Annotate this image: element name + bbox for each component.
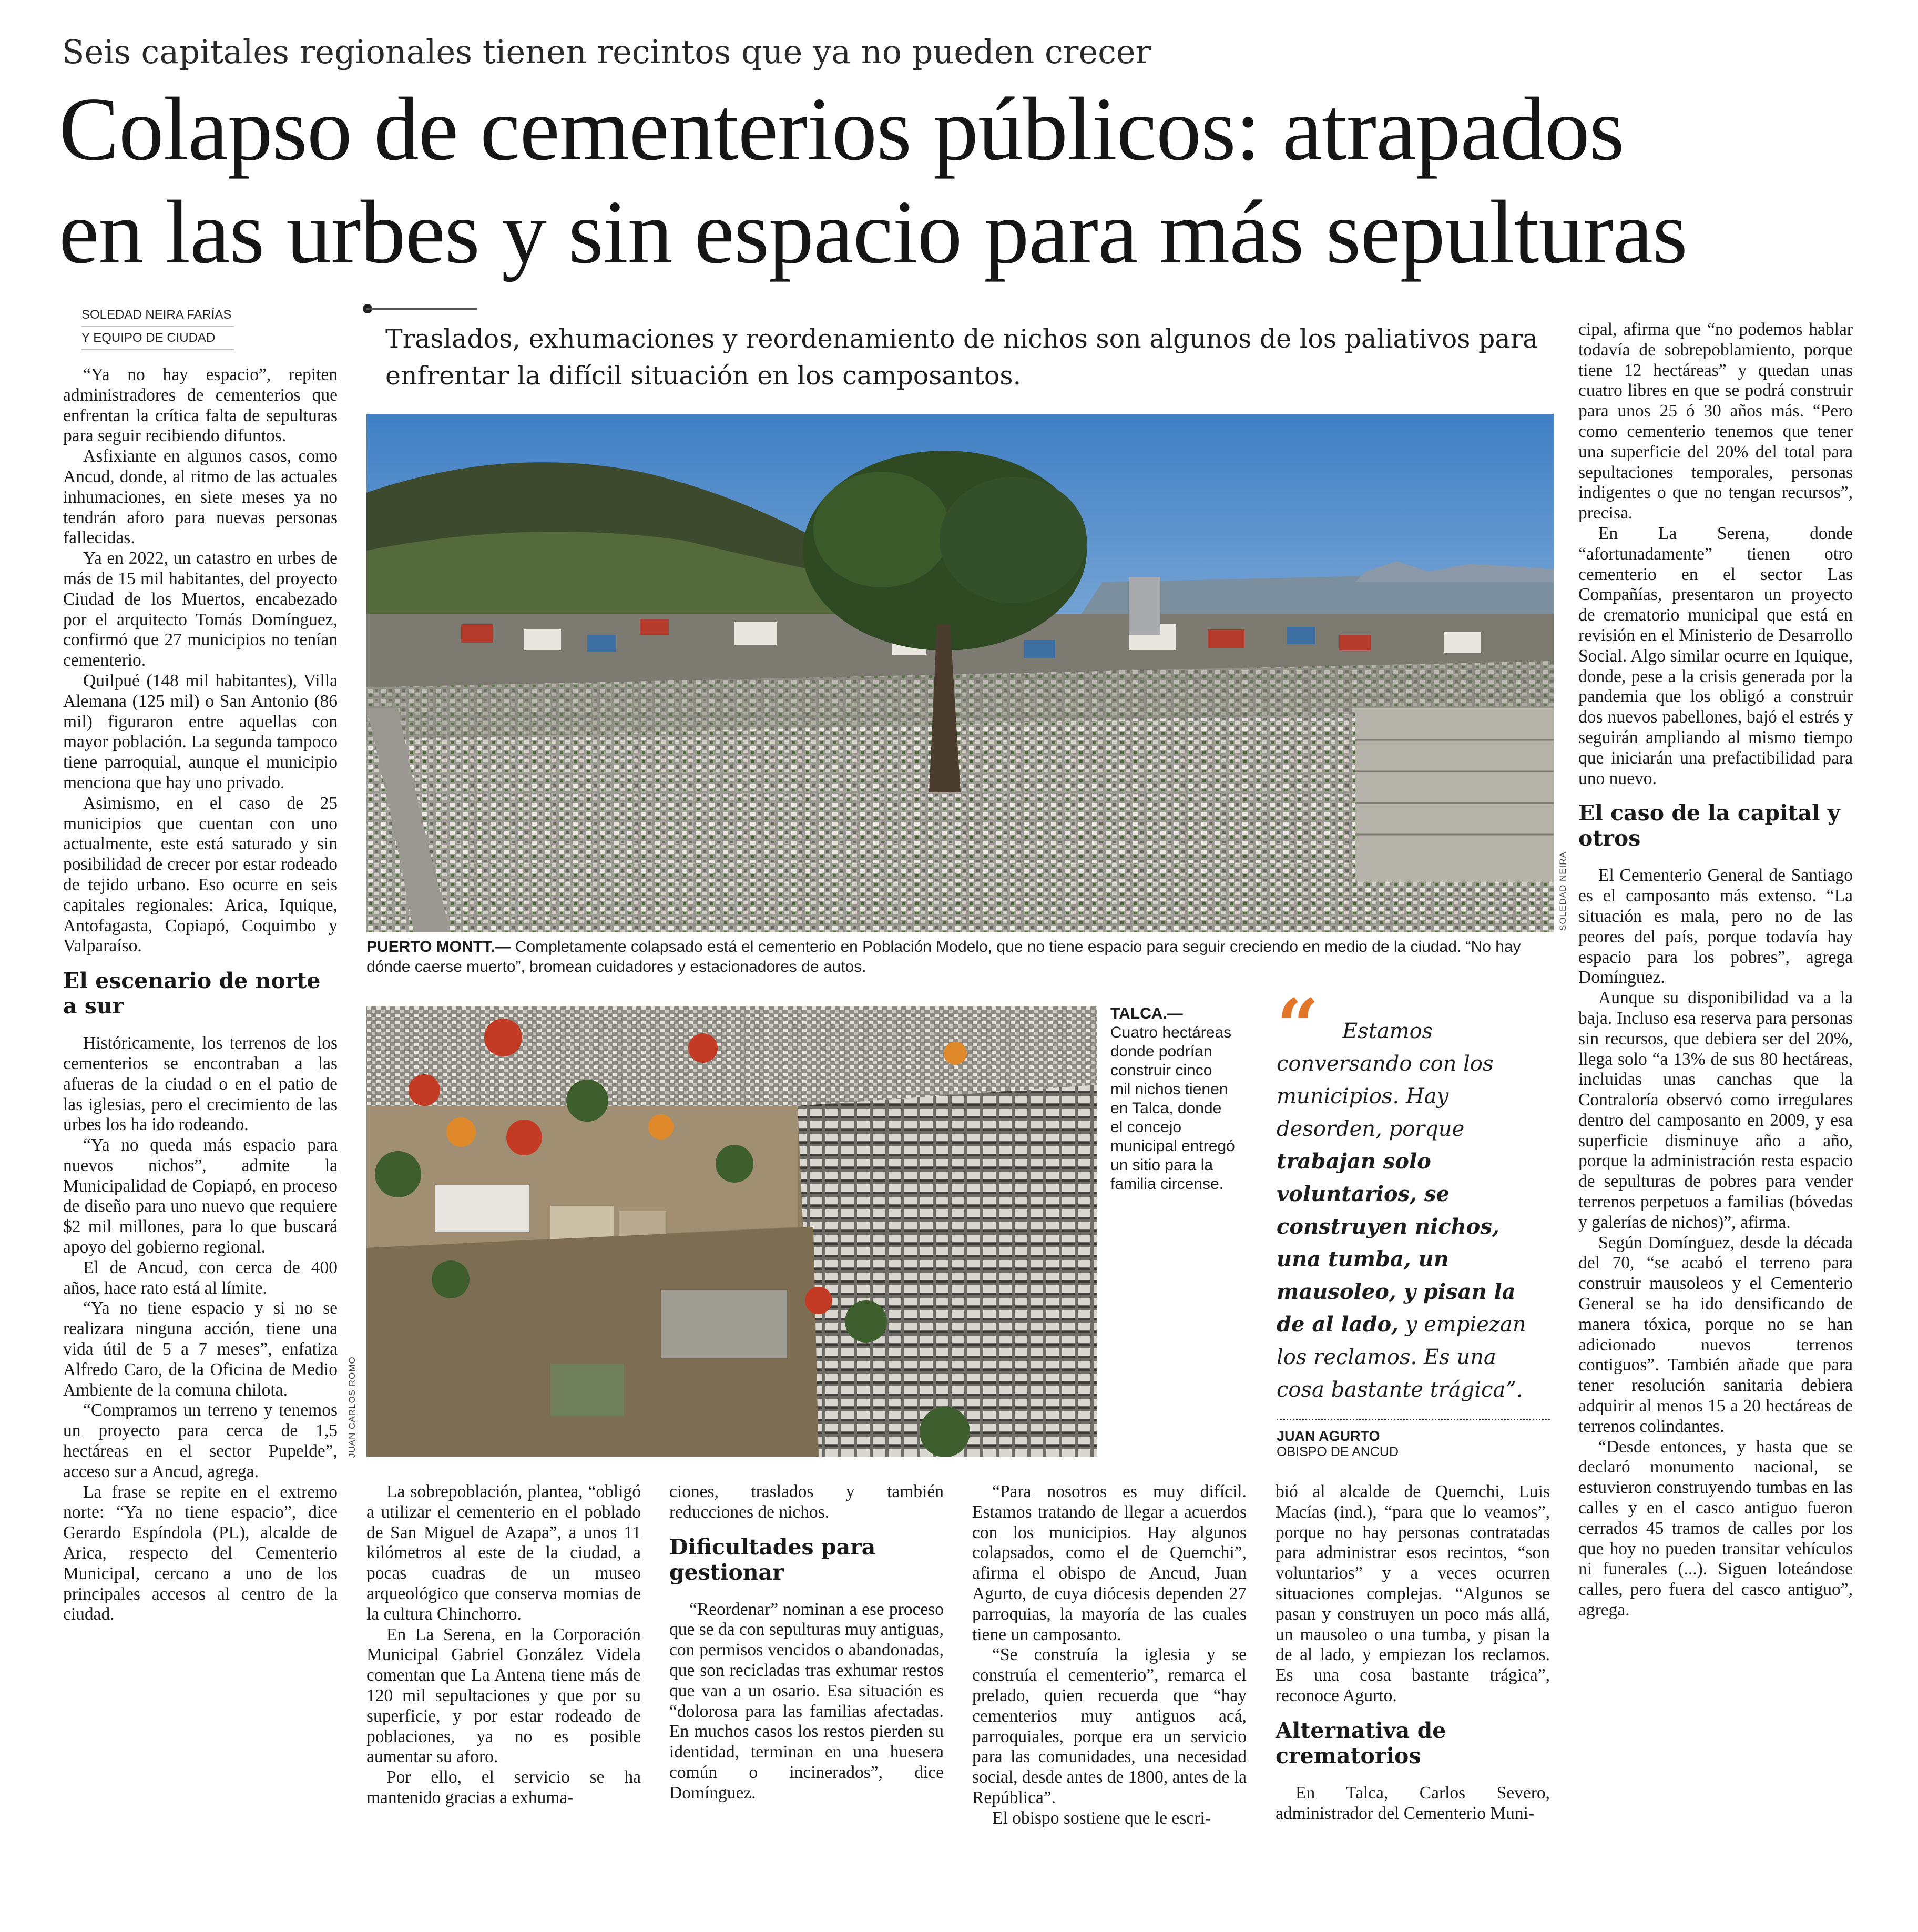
dek: Traslados, exhumaciones y reordenamiento de nichos son algunos de los paliativos para enfrentar la difícil situación en los camposantos.: [385, 324, 1538, 391]
article-column-6: [1578, 320, 1853, 1621]
headline-line-1: Colapso de cementerios públicos: atrapados: [59, 79, 1624, 179]
paragraph: “Se construía la iglesia y se construía el cementerio”, remarca el prelado, quien recuerda que “hay cementerios muy antiguos acá, parroquiales, porque era un servicio para las comunidades, una necesidad social, desde antes de 1800, antes de la República”.: [972, 1645, 1247, 1807]
paragraph: En La Serena, en la Corporación Municipal Gabriel González Videla comentan que La Antena tiene más de 120 mil sepultaciones y que por su superficie, y por estar rodeado de poblaciones, ya no es posible aumentar su aforo.: [366, 1624, 641, 1767]
quote-divider: [1277, 1419, 1550, 1420]
paragraph: bió al alcalde de Quemchi, Luis Macías (ind.), “para que lo veamos”, porque no hay personas contratadas para administrar esos recintos, “son voluntarios” y a veces ocurren situaciones complejas. “Algunos se pasan y construyen un poco más allá, un mausoleo o una tumba, y pisan la de al lado, y empiezan los reclamos. Es una cosa bastante trágica”, reconoce Agurto.: [1276, 1482, 1550, 1705]
caption-text: Cuatro hectáreas donde podrían construir cinco mil nichos tienen en Talca, donde el concejo municipal entregó un sitio para la familia circense.: [1110, 1024, 1235, 1193]
paragraph: La sobrepoblación, plantea, “obligó a utilizar el cementerio en el poblado de San Miguel de Azapa”, a unos 11 kilómetros al este de la ciudad, a pocas cuadras de un museo arqueológico que conserva momias de la cultura Chinchorro.: [366, 1482, 641, 1624]
paragraph: “Ya no hay espacio”, repiten administradores de cementerios que enfrentan la crítica falta de sepulturas para seguir recibiendo difuntos.: [63, 365, 338, 446]
dek-rule: [366, 308, 477, 310]
paragraph: Quilpué (148 mil habitantes), Villa Alemana (125 mil) o San Antonio (86 mil) figuraron entre aquellas con mayor población. La segunda tampoco tiene parroquial, aunque el municipio menciona que hay uno privado.: [63, 670, 338, 792]
paragraph: Ya en 2022, un catastro en urbes de más de 15 mil habitantes, del proyecto Ciudad de los Muertos, encabezado por el arquitecto Tomás Domínguez, confirmó que 27 municipios no tenían cementerio.: [63, 548, 338, 670]
photo-credit: SOLEDAD NEIRA: [1558, 851, 1568, 931]
paragraph: En La Serena, donde “afortunadamente” tienen otro cementerio en el sector Las Compañías, presentaron un proyecto de crematorio municipal que está en revisión en el Ministerio de Desarrollo Social. Algo similar ocurre en Iquique, donde, pese a la crisis generada por la pandemia que los obligó a construir dos nuevos pabellones, bajó el estrés y seguirán ampliando al mismo tiempo que iniciarán una prefactibilidad para uno nuevo.: [1578, 523, 1853, 788]
article-column-1: [63, 365, 338, 1625]
photo-talca-cemetery: [366, 1006, 1097, 1457]
paragraph: El de Ancud, con cerca de 400 años, hace rato está al límite.: [63, 1257, 338, 1298]
quote-mark-icon: “: [1277, 983, 1319, 1070]
paragraph: Históricamente, los terrenos de los cementerios se encontraban a las afueras de la ciudad o en el patio de las iglesias, pero el crecimiento de las urbes los ha ido rodeando.: [63, 1033, 338, 1135]
paragraph: “Desde entonces, y hasta que se declaró monumento nacional, se estuvieron construyendo tumbas en las calles y en el casco antiguo fueron cerrados 45 tramos de calles por los que hoy no pueden transitar vehículos ni funerales (...). Siguen loteándose calles, pero fuera del casco antiguo”, agrega.: [1578, 1437, 1853, 1620]
article-column-5: [1276, 1482, 1550, 1824]
subheading: Alternativa de crematorios: [1276, 1717, 1446, 1768]
quote-emphasis: trabajan solo voluntarios, se construyen nichos, una tumba, un mausoleo, y pisan la de al lado,: [1277, 1149, 1516, 1337]
subheading: Dificultades para gestionar: [669, 1534, 876, 1585]
byline-team: Y EQUIPO DE CIUDAD: [81, 327, 234, 350]
caption-place: TALCA.—: [1110, 1005, 1183, 1022]
headline-line-2: en las urbes y sin espacio para más sepulturas: [59, 182, 1687, 282]
quote-text-end: y empiezan los reclamos. Es una cosa bastante trágica”.: [1277, 1313, 1526, 1402]
photo-caption: [1110, 1004, 1237, 1194]
quote-author: JUAN AGURTO: [1277, 1428, 1380, 1444]
paragraph: Por ello, el servicio se ha mantenido gracias a exhuma-: [366, 1767, 641, 1807]
paragraph: El Cementerio General de Santiago es el camposanto más extenso. “La situación es mala, pero no de las peores del país, porque todavía hay espacio para los pobres”, agrega Domínguez.: [1578, 866, 1853, 988]
paragraph: Aunque su disponibilidad va a la baja. Incluso esa reserva para personas sin recursos, que debiera ser del 20%, llega solo “a 13% de sus 80 hectáreas, incluidas unas canchas que la Contraloría observó como irregulares dentro del camposanto en 2009, y esa superficie disminuye año a año, porque la administración resta espacio de sepulturas de pobres para vender terrenos perpetuos a familias (bóvedas y galerías de nichos)”, afirma.: [1578, 988, 1853, 1232]
paragraph: cipal, afirma que “no podemos hablar todavía de sobrepoblamiento, porque tiene 12 hectáreas” y quedan unas cuatro libres en que se podrá construir para unos 25 ó 30 años más. “Pero como cementerio tenemos que tener una superficie del 20% del total para sepultaciones temporales, personas indigentes o que no tengan recursos”, precisa.: [1578, 320, 1853, 523]
article-column-4: [972, 1482, 1247, 1829]
paragraph: “Para nosotros es muy difícil. Estamos tratando de llegar a acuerdos con los municipios. Hay algunos colapsados, como el de Quemchi”, afirma el obispo de Ancud, Juan Agurto, de cuya diócesis dependen 27 parroquias, la mayoría de las cuales tiene un camposanto.: [972, 1482, 1247, 1644]
article-column-2: [366, 1482, 641, 1808]
caption-place: PUERTO MONTT.—: [366, 938, 511, 955]
pull-quote: [1277, 1015, 1550, 1406]
photo-credit: JUAN CARLOS ROMO: [347, 1356, 357, 1458]
quote-author-role: OBISPO DE ANCUD: [1277, 1445, 1399, 1459]
subheading: El caso de la capital y otros: [1578, 800, 1840, 851]
paragraph: ciones, traslados y también reducciones de nichos.: [669, 1482, 944, 1522]
photo-puerto-montt-image: [366, 414, 1554, 932]
paragraph: La frase se repite en el extremo norte: “Ya no tiene espacio”, dice Gerardo Espíndola (PL), alcalde de Arica, respecto del Cementerio Municipal, cercano a uno de los principales accesos al centro de la ciudad.: [63, 1482, 338, 1624]
paragraph: Asfixiante en algunos casos, como Ancud, donde, al ritmo de las actuales inhumaciones, en siete meses ya no tendrán aforo para nuevas personas fallecidas.: [63, 446, 338, 548]
byline-author: SOLEDAD NEIRA FARÍAS: [81, 304, 234, 327]
caption-text: Completamente colapsado está el cementerio en Población Modelo, que no tiene espacio para seguir creciendo en medio de la ciudad. “No hay dónde caerse muerto”, bromean cuidadores y estacionadores de autos.: [366, 938, 1521, 975]
paragraph: “Reordenar” nominan a ese proceso que se da con sepulturas muy antiguas, con permisos vencidos o abandonadas, que son recicladas tras exhumar restos que van a un osario. Esa situación es “dolorosa para las familias afectadas. En muchos casos los restos pierden su identidad, terminan en una huesera común o incinerados”, dice Domínguez.: [669, 1599, 944, 1803]
headline: [59, 78, 1687, 284]
paragraph: En Talca, Carlos Severo, administrador del Cementerio Muni-: [1276, 1783, 1550, 1823]
subheading: El escenario de norte a sur: [63, 968, 321, 1019]
quote-attribution: [1277, 1428, 1399, 1460]
kicker: Seis capitales regionales tienen recintos que ya no pueden crecer: [62, 33, 1151, 71]
photo-caption: [366, 937, 1554, 977]
paragraph: El obispo sostiene que le escri-: [992, 1808, 1211, 1828]
quote-text: Estamos conversando con los municipios. Hay desorden, porque: [1277, 1019, 1494, 1141]
paragraph: “Ya no tiene espacio y si no se realizara ninguna acción, tiene una vida útil de 5 a 7 meses”, enfatiza Alfredo Caro, de la Oficina de Medio Ambiente de la comuna chilota.: [63, 1298, 338, 1400]
photo-talca-image: [366, 1006, 1097, 1457]
paragraph: Asimismo, en el caso de 25 municipios que cuentan con uno actualmente, este está saturado y sin posibilidad de crecer por estar rodeado de tejido urbano. Eso ocurre en seis capitales regionales: Arica, Iquique, Antofagasta, Copiapó, Coquimbo y Valparaíso.: [63, 793, 338, 956]
article-column-3: [669, 1482, 944, 1804]
paragraph: “Compramos un terreno y tenemos un proyecto para cerca de 1,5 hectáreas en el sector Pupelde”, acceso sur a Ancud, agrega.: [63, 1400, 338, 1481]
byline: [81, 304, 234, 350]
photo-puerto-montt-cemetery: [366, 414, 1554, 932]
paragraph: Según Domínguez, desde la década del 70, “se acabó el terreno para construir mausoleos y el Cementerio General se ha ido densificando de manera tóxica, porque no se han adicionado nuevos terrenos contiguos”. También añade que para tener resolución sanitaria debiera adquirir al menos 15 a 20 hectáreas de terrenos colindantes.: [1578, 1233, 1853, 1436]
paragraph: “Ya no queda más espacio para nuevos nichos”, admite la Municipalidad de Copiapó, en proceso de diseño para uno nuevo que requiere $2 mil millones, para lo que buscará apoyo del gobierno regional.: [63, 1135, 338, 1257]
